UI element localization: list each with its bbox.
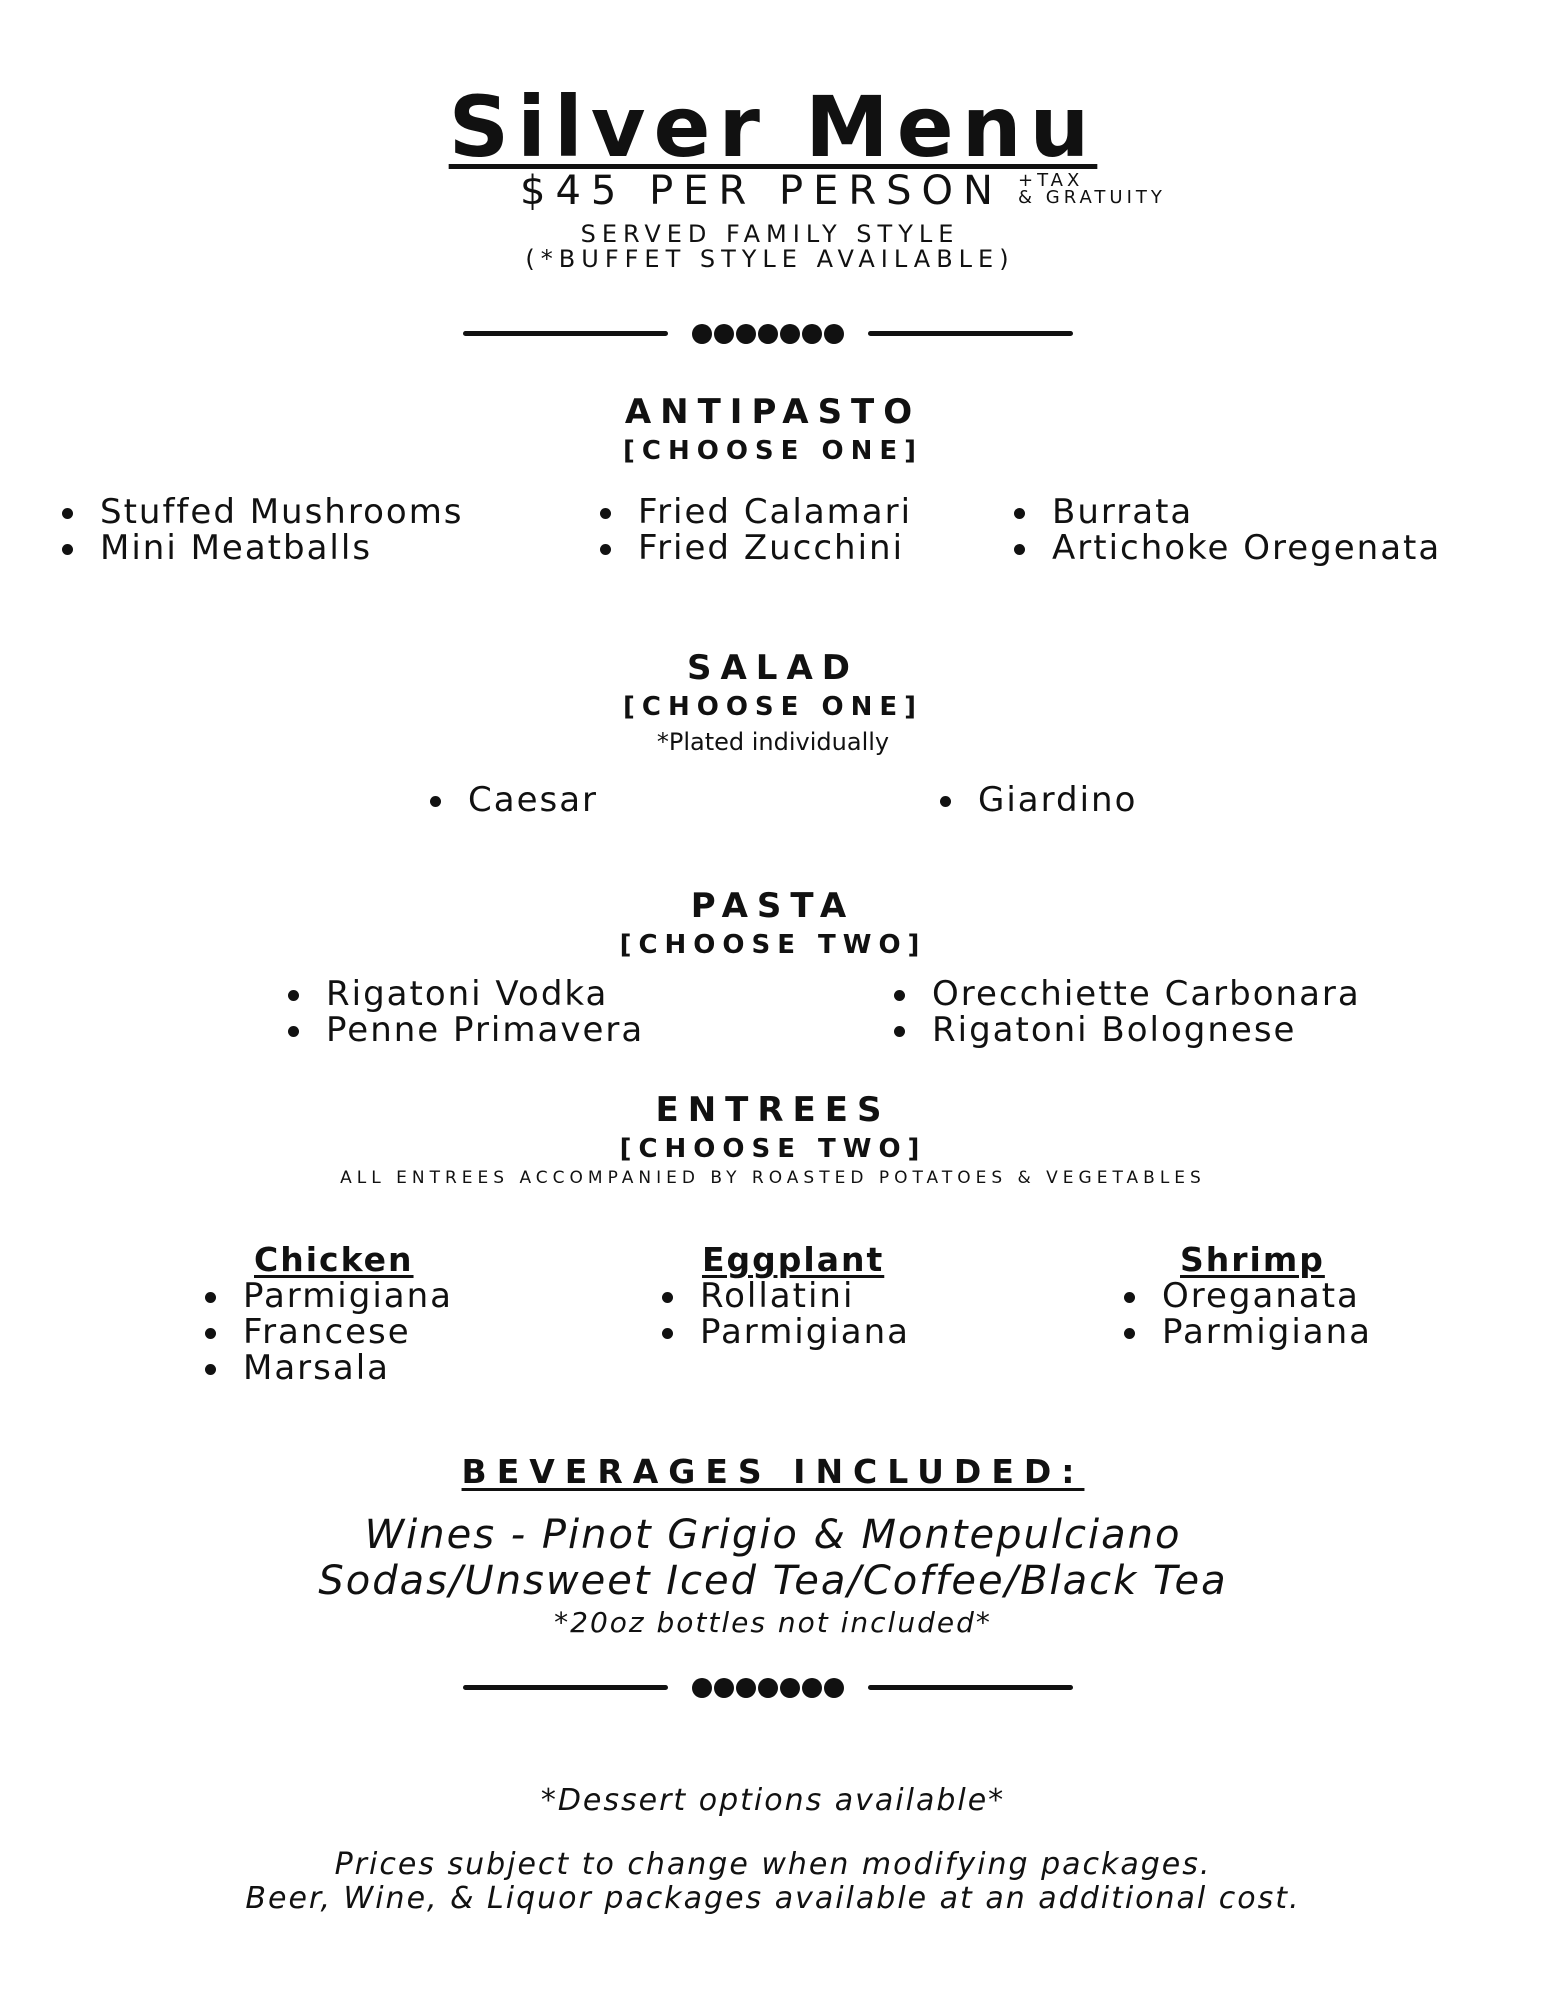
beverages-wines: Wines - Pinot Grigio & Montepulciano <box>364 1512 1182 1558</box>
entrees-heading: ENTREES <box>655 1090 891 1130</box>
salad-plated-note: *Plated individually <box>656 728 890 756</box>
list-item: Parmigiana <box>660 1314 910 1350</box>
shrimp-heading: Shrimp <box>1180 1240 1325 1279</box>
divider-dots <box>678 321 858 346</box>
list-item: Parmigiana <box>203 1278 453 1314</box>
list-item: Francese <box>203 1314 453 1350</box>
list-item: Stuffed Mushrooms <box>60 494 464 530</box>
divider-line-left <box>463 331 668 336</box>
divider-line-left <box>463 1685 668 1690</box>
shrimp-list <box>1122 1278 1372 1350</box>
dessert-note: *Dessert options available* <box>540 1783 1006 1818</box>
list-item: Rigatoni Bolognese <box>892 1012 1361 1048</box>
divider-line-right <box>868 331 1073 336</box>
list-item: Artichoke Oregenata <box>1012 530 1441 566</box>
eggplant-list <box>660 1278 910 1350</box>
antipasto-heading: ANTIPASTO <box>624 392 922 432</box>
price-per-person: $45 PER PERSON <box>520 168 1003 214</box>
tax-gratuity-note <box>1018 172 1166 206</box>
list-item: Burrata <box>1012 494 1441 530</box>
pasta-list-1 <box>286 976 644 1048</box>
list-item: Fried Calamari <box>598 494 912 530</box>
buffet-style-note: (*BUFFET STYLE AVAILABLE) <box>525 245 1015 273</box>
antipasto-list-3 <box>1012 494 1441 566</box>
tax-label: +TAX <box>1018 170 1084 191</box>
antipasto-list-1 <box>60 494 464 566</box>
list-item: Penne Primavera <box>286 1012 644 1048</box>
list-item: Fried Zucchini <box>598 530 912 566</box>
bottles-note: *20oz bottles not included* <box>554 1606 992 1639</box>
entrees-choose: [CHOOSE TWO] <box>619 1134 927 1164</box>
service-style <box>500 222 1040 272</box>
entrees-accompaniment-note: ALL ENTREES ACCOMPANIED BY ROASTED POTATOES & VEGETABLES <box>340 1168 1206 1188</box>
beverages-heading: BEVERAGES INCLUDED: <box>461 1452 1085 1491</box>
chicken-heading: Chicken <box>254 1240 414 1279</box>
list-item: Caesar <box>428 782 598 818</box>
gratuity-label: & GRATUITY <box>1018 187 1166 208</box>
list-item: Mini Meatballs <box>60 530 464 566</box>
pasta-list-2 <box>892 976 1361 1048</box>
served-family-style: SERVED FAMILY STYLE <box>580 220 960 248</box>
list-item: Marsala <box>203 1350 453 1386</box>
divider-dots <box>678 1675 858 1700</box>
list-item: Orecchiette Carbonara <box>892 976 1361 1012</box>
beverages-soft-drinks: Sodas/Unsweet Iced Tea/Coffee/Black Tea <box>318 1558 1228 1604</box>
salad-heading: SALAD <box>686 648 859 688</box>
salad-list-1 <box>428 782 598 818</box>
packages-disclaimer: Beer, Wine, & Liquor packages available at an additional cost. <box>245 1881 1301 1916</box>
antipasto-list-2 <box>598 494 912 566</box>
list-item: Rollatini <box>660 1278 910 1314</box>
list-item: Oreganata <box>1122 1278 1372 1314</box>
list-item: Giardino <box>938 782 1137 818</box>
antipasto-choose: [CHOOSE ONE] <box>623 436 923 466</box>
chicken-list <box>203 1278 453 1386</box>
pricing-disclaimer: Prices subject to change when modifying packages. <box>334 1847 1212 1882</box>
pasta-heading: PASTA <box>690 886 856 926</box>
menu-title: Silver Menu <box>448 78 1098 176</box>
divider-line-right <box>868 1685 1073 1690</box>
salad-choose: [CHOOSE ONE] <box>623 692 923 722</box>
list-item: Parmigiana <box>1122 1314 1372 1350</box>
eggplant-heading: Eggplant <box>702 1240 885 1279</box>
pasta-choose: [CHOOSE TWO] <box>619 930 927 960</box>
salad-list-2 <box>938 782 1137 818</box>
ornamental-divider <box>463 1672 1073 1702</box>
ornamental-divider <box>463 318 1073 348</box>
list-item: Rigatoni Vodka <box>286 976 644 1012</box>
